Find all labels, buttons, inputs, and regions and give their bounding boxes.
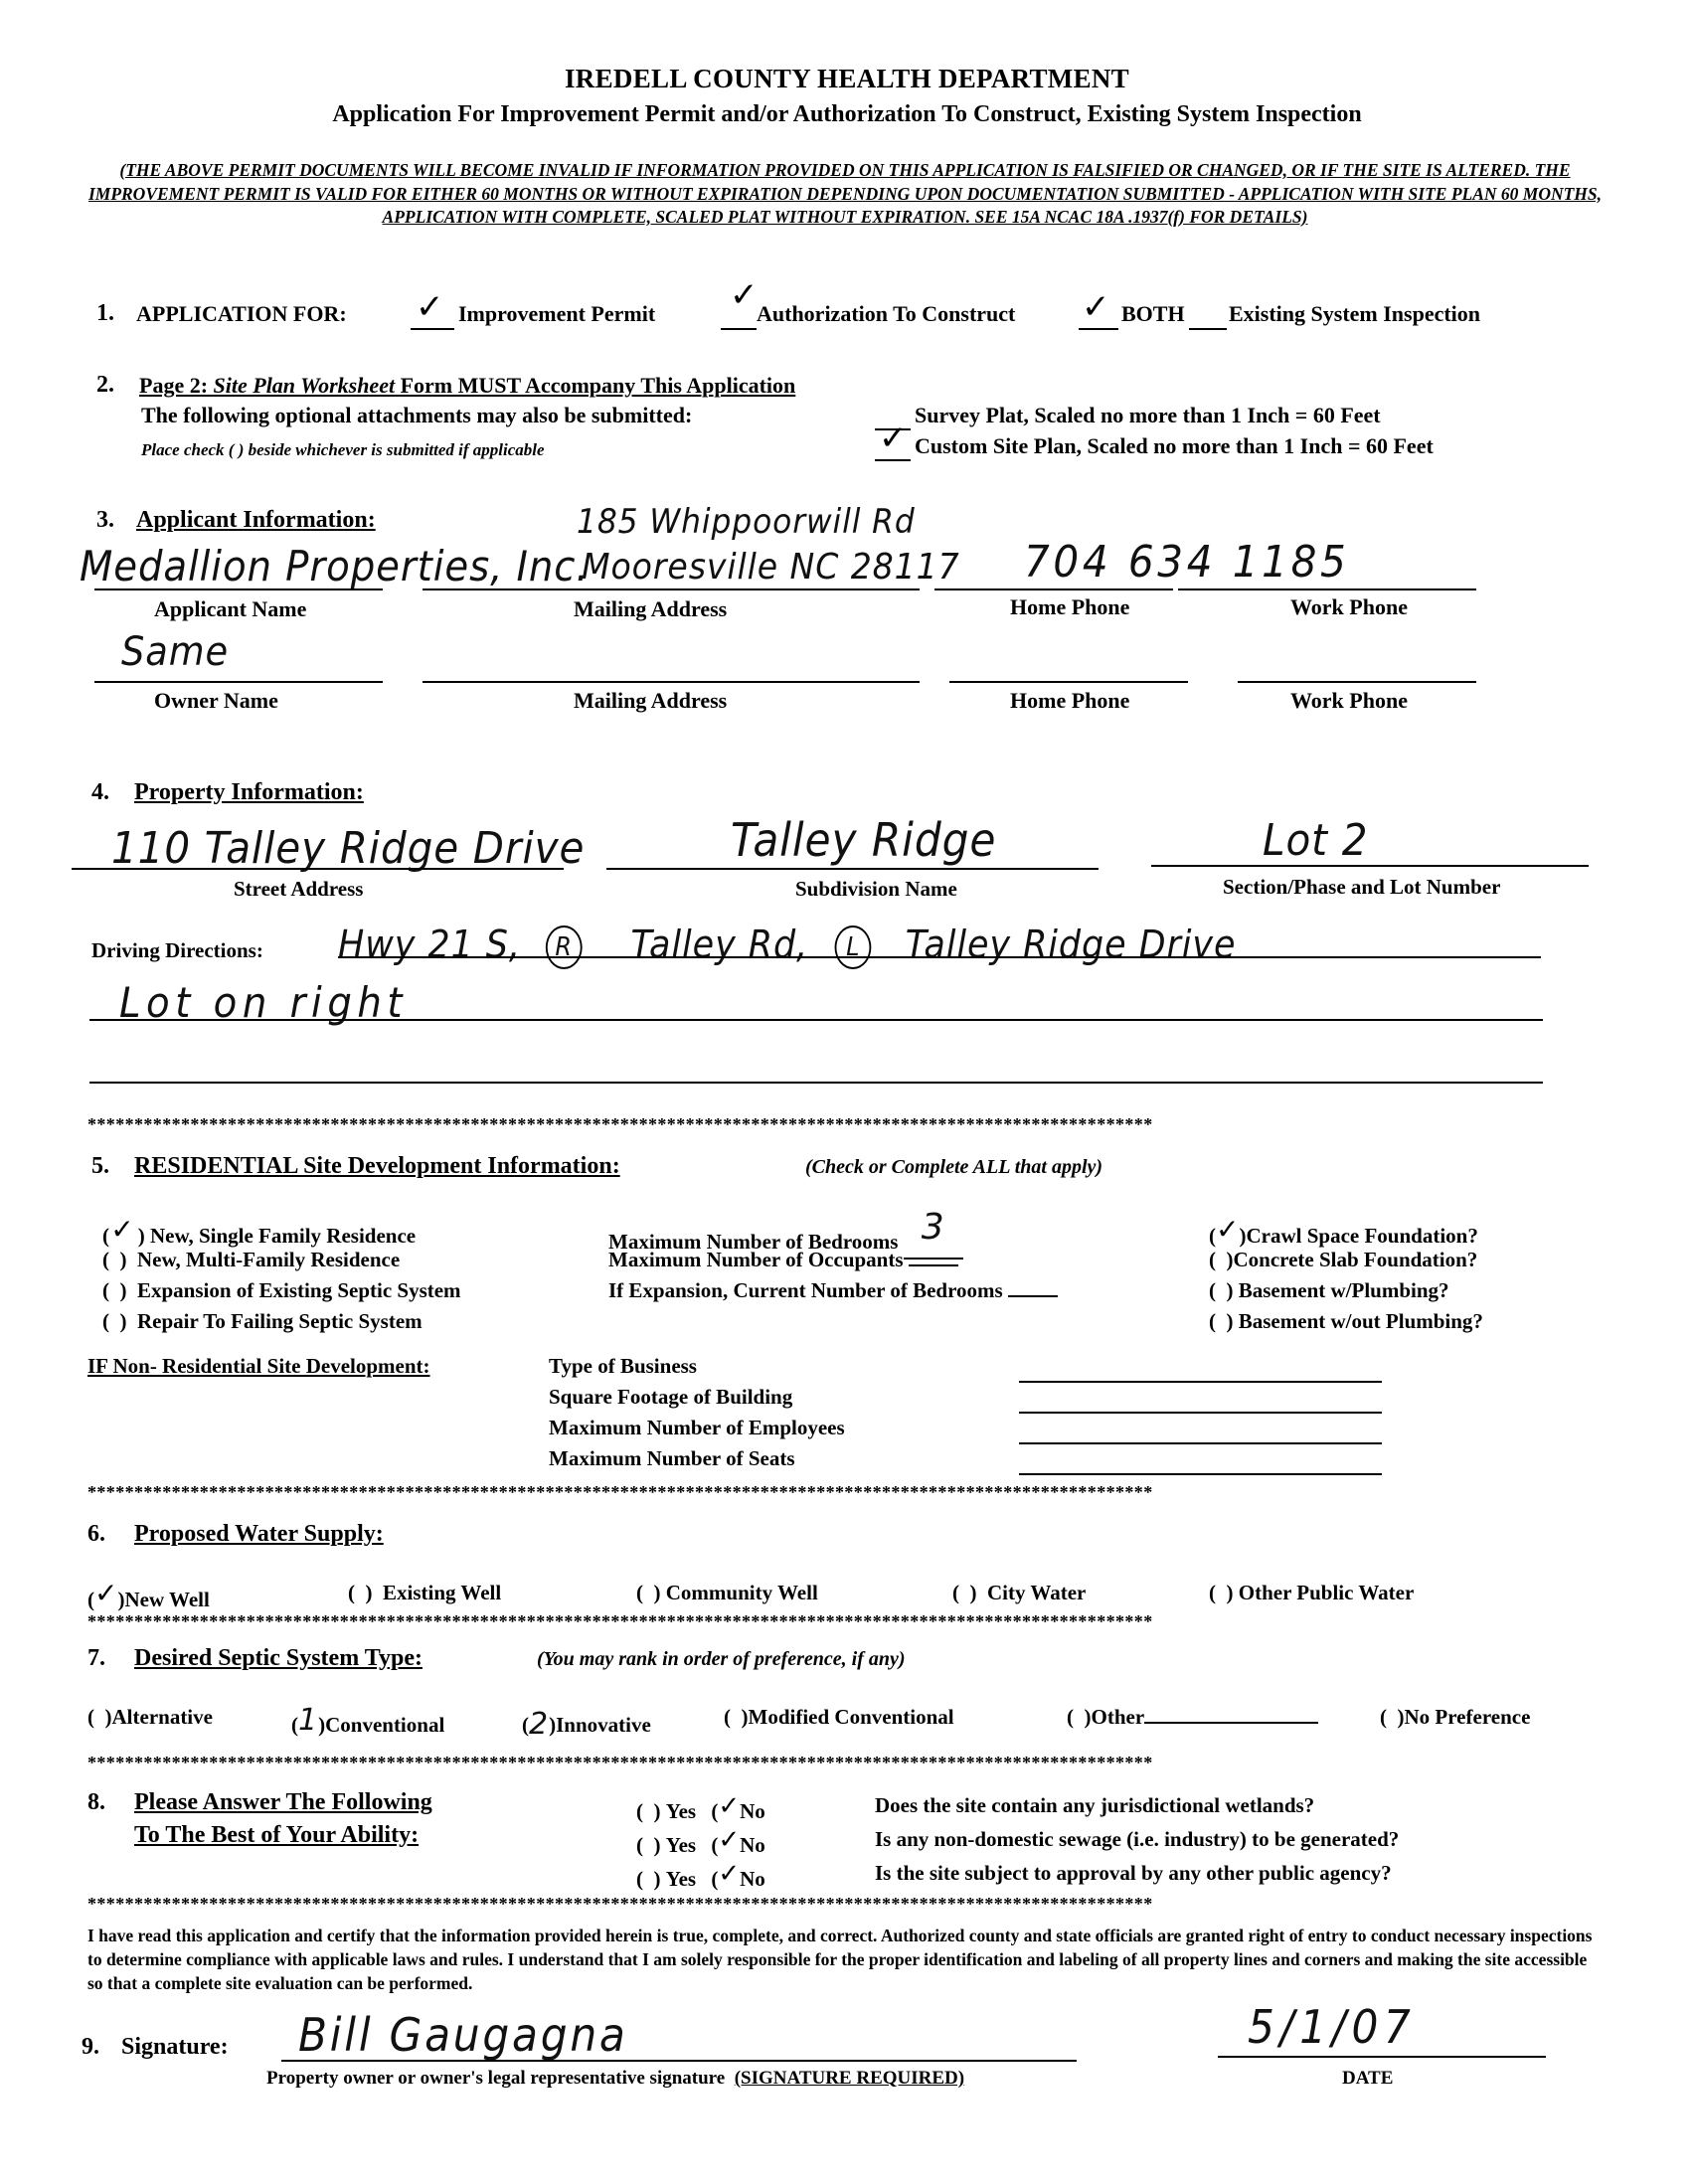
separator: ****************************************************************************************************************** [87, 1612, 1153, 1630]
heading-italic: Site Plan Worksheet [213, 373, 396, 398]
separator: ****************************************************************************************************************** [87, 1483, 1153, 1501]
max-occupants-field[interactable] [909, 1264, 958, 1266]
water-supply-heading: Proposed Water Supply: [134, 1521, 384, 1547]
heading-suffix: Form MUST Accompany This Application [395, 373, 796, 398]
question-agency [636, 1861, 1591, 1895]
separator: ****************************************************************************************************************** [87, 1895, 1153, 1913]
occupancy-counts [608, 1207, 1058, 1309]
septic-other[interactable]: ( )Other [1067, 1705, 1318, 1730]
applicant-address-line1[interactable]: 185 Whippoorwill Rd [577, 502, 916, 542]
section-6-number: 6. [87, 1521, 105, 1547]
signature-caption: Property owner or owner's legal representative signature (SIGNATURE REQUIRED) [266, 2068, 965, 2089]
directions-part2: Talley Rd, [630, 923, 809, 966]
right-turn-circle: R [546, 925, 583, 969]
water-city-water[interactable]: ( ) City Water [952, 1581, 1087, 1604]
wetlands-yes[interactable]: ( ) Yes [636, 1799, 697, 1823]
section-9-number: 9. [82, 2034, 99, 2060]
date-value[interactable]: 5/1/07 [1248, 2000, 1417, 2054]
type-of-business-field[interactable] [1019, 1381, 1382, 1383]
max-bedrooms-field[interactable]: 3 [904, 1217, 963, 1260]
septic-type-heading: Desired Septic System Type: [134, 1645, 423, 1671]
department-title: IREDELL COUNTY HEALTH DEPARTMENT [564, 64, 1129, 93]
signature-required: (SIGNATURE REQUIRED) [734, 2068, 965, 2089]
applicant-name-value[interactable]: Medallion Properties, Inc. [80, 542, 590, 590]
directions-line1[interactable] [338, 923, 1236, 969]
max-occupants-row: Maximum Number of Occupants [608, 1248, 1058, 1278]
applicant-mailing-address-label: Mailing Address [574, 596, 728, 621]
septic-other-field[interactable] [1144, 1722, 1318, 1724]
foundation-list [1209, 1213, 1483, 1340]
applicant-address-line2[interactable]: Mooresville NC 28117 [582, 547, 960, 588]
answer-heading-line1: Please Answer The Following [134, 1789, 432, 1815]
question-wetlands [636, 1793, 1591, 1827]
current-bedrooms-field[interactable] [1008, 1295, 1058, 1297]
agency-no[interactable]: (✓No [711, 1859, 765, 1891]
attachment-survey-plat[interactable]: Survey Plat, Scaled no more than 1 Inch = 60 Feet [915, 403, 1381, 427]
owner-name-label: Owner Name [154, 688, 278, 713]
separator: ****************************************************************************************************************** [87, 1754, 1153, 1771]
type-expansion[interactable]: ( ) Expansion of Existing Septic System [102, 1278, 461, 1302]
option-authorization-to-construct[interactable]: Authorization To Construct [757, 301, 1016, 326]
square-footage-field[interactable] [1019, 1412, 1382, 1414]
section-7-number: 7. [87, 1645, 105, 1671]
water-community-well[interactable]: ( ) Community Well [636, 1581, 818, 1604]
custom-site-plan-check[interactable]: ✓ [879, 419, 908, 458]
form-subtitle: Application For Improvement Permit and/or Authorization To Construct, Existing System Inspection [332, 101, 1362, 127]
site-plan-requirement [139, 373, 795, 399]
current-bedrooms-row: If Expansion, Current Number of Bedrooms [608, 1278, 1058, 1309]
type-repair[interactable]: ( ) Repair To Failing Septic System [102, 1309, 423, 1333]
type-new-single-family[interactable]: ( ✓ ) New, Single Family Residence [102, 1213, 417, 1248]
answer-heading-line2: To The Best of Your Ability: [134, 1822, 420, 1848]
septic-innovative[interactable]: (2)Innovative [522, 1707, 651, 1742]
wetlands-no-check: ✓ [718, 1791, 741, 1821]
non-residential-fields [549, 1354, 845, 1477]
applicant-work-phone-label: Work Phone [1290, 594, 1408, 619]
check-instruction: Place check ( ) beside whichever is submitted if applicable [141, 440, 545, 459]
owner-name-value[interactable]: Same [121, 629, 230, 675]
signature-label: Signature: [121, 2034, 229, 2060]
question-list [636, 1793, 1591, 1895]
water-existing-well[interactable]: ( ) Existing Well [348, 1581, 502, 1604]
improvement-permit-check[interactable]: ✓ [416, 287, 444, 327]
owner-home-phone-label: Home Phone [1010, 688, 1130, 713]
question-sewage [636, 1827, 1591, 1861]
section-8-number: 8. [87, 1789, 105, 1815]
crawl-space-check: ✓ [1216, 1213, 1240, 1246]
max-employees-label: Maximum Number of Employees [549, 1416, 845, 1439]
section-1-number: 1. [96, 300, 114, 326]
residential-heading: RESIDENTIAL Site Development Information: [134, 1153, 620, 1179]
single-family-check: ✓ [110, 1213, 134, 1246]
lot-number-label: Section/Phase and Lot Number [1223, 875, 1501, 899]
wetlands-question-text: Does the site contain any jurisdictional wetlands? [875, 1793, 1315, 1817]
property-info-heading: Property Information: [134, 779, 364, 805]
authorization-check[interactable]: ✓ [730, 275, 759, 315]
septic-conventional[interactable]: (1)Conventional [291, 1703, 445, 1738]
agency-no-check: ✓ [718, 1859, 741, 1889]
section-5-number: 5. [91, 1153, 109, 1179]
max-employees-field[interactable] [1019, 1442, 1382, 1444]
septic-no-preference[interactable]: ( )No Preference [1380, 1705, 1531, 1729]
type-new-multi-family[interactable]: ( ) New, Multi-Family Residence [102, 1248, 401, 1271]
section-3-number: 3. [96, 507, 114, 533]
applicant-info-heading: Applicant Information: [136, 507, 376, 533]
street-address-value[interactable]: 110 Talley Ridge Drive [111, 823, 586, 874]
sewage-no-check: ✓ [718, 1825, 741, 1855]
directions-part1: Hwy 21 S, [338, 923, 521, 966]
square-footage-label: Square Footage of Building [549, 1385, 793, 1409]
validity-notice: (THE ABOVE PERMIT DOCUMENTS WILL BECOME INVALID IF INFORMATION PROVIDED ON THIS APPLICATION IS FALSIFIED OR CHANGED, OR IF THE SITE IS ALTERED. THE IMPROVEMENT PERMIT IS VALID FOR EITHER 60 MONTHS OR WITHOUT EXPIRATION DEPENDING UPON DOCUMENTATION SUBMITTED - APPLICATION WITH SITE PLAN 60 MONTHS, APPLICATION WITH COMPLETE, SCALED PLAT WITHOUT EXPIRATION. SEE 15A NCAC 18A .1937(f) FOR DETAILS) [87, 160, 1603, 227]
driving-directions-label: Driving Directions: [91, 938, 263, 962]
applicant-home-phone-label: Home Phone [1010, 594, 1130, 619]
septic-alternative[interactable]: ( )Alternative [87, 1705, 213, 1729]
section-2-number: 2. [96, 372, 114, 398]
both-check[interactable]: ✓ [1082, 287, 1110, 327]
non-residential-heading: IF Non- Residential Site Development: [87, 1354, 430, 1378]
certification-text: I have read this application and certify that the information provided herein is true, complete, and correct. Authorized county and state officials are granted right of entry to conduct necessary inspections to determine compliance with applicable laws and rules. I understand that I am solely responsible for the proper identification and labeling of all property lines and corners and making the site accessible so that a complete site evaluation can be performed. [87, 1926, 1593, 1993]
separator: ****************************************************************************************************************** [87, 1115, 1153, 1133]
agency-question-text: Is the site subject to approval by any other public agency? [875, 1861, 1392, 1885]
signature-value[interactable]: Bill Gaugagna [298, 2008, 628, 2062]
septic-modified-conventional[interactable]: ( )Modified Conventional [724, 1705, 954, 1729]
directions-line2[interactable]: Lot on right [119, 978, 409, 1027]
option-existing-system-inspection[interactable]: Existing System Inspection [1229, 301, 1481, 326]
directions-part3: Talley Ridge Drive [905, 923, 1237, 966]
water-other-public[interactable]: ( ) Other Public Water [1209, 1581, 1415, 1604]
innovative-rank: 2 [529, 1707, 550, 1742]
residence-type-list [102, 1213, 461, 1340]
subdivision-value[interactable]: Talley Ridge [731, 813, 997, 867]
sewage-no[interactable]: (✓No [711, 1825, 765, 1857]
max-seats-label: Maximum Number of Seats [549, 1446, 795, 1470]
agency-yes[interactable]: ( ) Yes [636, 1867, 697, 1891]
type-of-business-label: Type of Business [549, 1354, 697, 1378]
lot-number-value[interactable]: Lot 2 [1263, 815, 1369, 866]
foundation-crawl-space[interactable]: (✓)Crawl Space Foundation? [1209, 1213, 1478, 1248]
new-well-check: ✓ [94, 1577, 118, 1609]
foundation-basement-plumbing[interactable]: ( ) Basement w/Plumbing? [1209, 1278, 1449, 1302]
section-4-number: 4. [91, 779, 109, 805]
residential-note: (Check or Complete ALL that apply) [805, 1156, 1103, 1178]
owner-work-phone-label: Work Phone [1290, 688, 1408, 713]
sewage-yes[interactable]: ( ) Yes [636, 1833, 697, 1857]
attachment-custom-site-plan[interactable]: Custom Site Plan, Scaled no more than 1 Inch = 60 Feet [915, 433, 1434, 458]
date-label: DATE [1342, 2068, 1394, 2089]
left-turn-circle: L [835, 925, 872, 969]
optional-attachments-text: The following optional attachments may also be submitted: [141, 403, 693, 427]
foundation-concrete-slab[interactable]: ( )Concrete Slab Foundation? [1209, 1248, 1478, 1271]
owner-mailing-address-label: Mailing Address [574, 688, 728, 713]
sewage-question-text: Is any non-domestic sewage (i.e. industry) to be generated? [875, 1827, 1400, 1851]
conventional-rank: 1 [298, 1703, 319, 1738]
water-new-well[interactable]: (✓)New Well [87, 1577, 210, 1611]
wetlands-no[interactable]: (✓No [711, 1791, 765, 1823]
applicant-name-label: Applicant Name [154, 596, 307, 621]
option-both[interactable]: BOTH [1121, 301, 1185, 326]
heading-prefix: Page 2: [139, 373, 214, 398]
max-seats-field[interactable] [1019, 1473, 1382, 1475]
foundation-basement-no-plumbing[interactable]: ( ) Basement w/out Plumbing? [1209, 1309, 1483, 1333]
subdivision-label: Subdivision Name [795, 877, 957, 901]
max-bedrooms-row: Maximum Number of Bedrooms 3 [608, 1217, 1058, 1248]
street-address-label: Street Address [234, 877, 364, 901]
septic-type-note: (You may rank in order of preference, if any) [537, 1648, 906, 1670]
application-for-label: APPLICATION FOR: [136, 301, 347, 326]
option-improvement-permit[interactable]: Improvement Permit [458, 301, 656, 326]
applicant-home-phone-value[interactable]: 704 634 1185 [1024, 537, 1350, 588]
